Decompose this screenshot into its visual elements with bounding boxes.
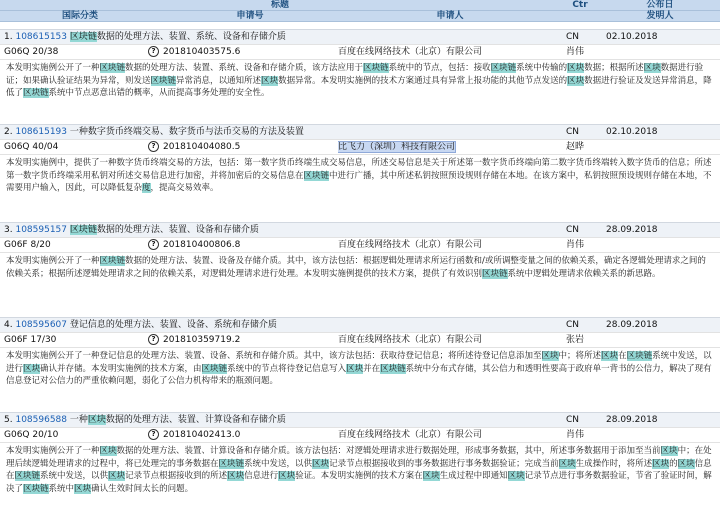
keyword-highlight: 区块	[278, 471, 296, 481]
text-segment: 数据的处理方法、装置、计算设备和存储介质。该方法包括：对逻辑处理请求进行数据处理，形成事务数据，其中，所述事务数据用于添加至当前	[116, 446, 661, 456]
text-segment: 中；在处理后续逻辑处理请求的过程中，将已处理完的事务数据在	[6, 446, 712, 469]
ipc-classification: G06Q 20/38	[4, 47, 59, 57]
record-index: 3.	[4, 225, 13, 235]
record-title	[4, 318, 556, 332]
text-segment: 一种	[69, 415, 88, 425]
text-segment: 本发明实施例公开了一种	[6, 446, 100, 456]
record-meta-row	[0, 237, 720, 252]
keyword-highlight: 区块	[601, 351, 619, 361]
text-segment: 系统中发送，以供	[40, 471, 109, 481]
application-number: 201810359719.2	[163, 335, 241, 345]
text-segment: 确认并存储。本发明实施例的技术方案，由	[40, 363, 202, 374]
ipc-classification: G06Q 20/10	[4, 430, 59, 440]
applicant	[338, 238, 560, 252]
publication-number-link[interactable]: 108615153	[15, 32, 68, 42]
help-question-icon[interactable]: ?	[148, 46, 159, 57]
keyword-highlight: 区块链	[23, 88, 49, 98]
keyword-highlight: 区块	[541, 351, 559, 361]
help-question-icon[interactable]: ?	[148, 239, 159, 250]
column-header-inventor[interactable]: 发明人	[646, 11, 674, 21]
application-number-cell	[148, 140, 336, 154]
keyword-highlight: 区块	[652, 458, 670, 469]
applicant	[338, 428, 560, 442]
publication-date: 28.09.2018	[606, 415, 658, 425]
text-segment: 系统中传输的	[516, 63, 568, 73]
keyword-highlight: 区块链	[482, 268, 508, 279]
record-title-row	[0, 412, 720, 427]
record-title	[4, 125, 556, 139]
publication-date: 02.10.2018	[606, 127, 658, 137]
record-title-row	[0, 29, 720, 44]
text-segment: 记录节点根据接收到的事务数据进行事务数据验证；完成当前	[329, 458, 559, 469]
text-segment: 本发明实施例公开了一种	[6, 256, 100, 266]
text-segment: 记录节点进行事务数据验证，节省了验证时间，解决了	[6, 471, 712, 494]
record-abstract	[0, 442, 720, 519]
text-segment: 数据的处理方法、装置、设备和存储介质	[96, 225, 259, 235]
country-code: CN	[566, 225, 580, 235]
keyword-highlight: 区块链	[490, 63, 517, 73]
text-segment: 数据进行验证；如果确认验证结果为异常，则发送	[6, 63, 704, 86]
record-meta-row	[0, 427, 720, 442]
keyword-highlight: 区块链	[150, 75, 177, 86]
column-header-title[interactable]: 标题	[270, 0, 289, 10]
text-segment: 数据的处理方法、装置、计算设备和存储介质	[105, 415, 286, 425]
text-segment: 记录节点根据接收到的所述	[125, 471, 228, 481]
keyword-highlight: 区块链	[303, 170, 330, 181]
applicant	[338, 45, 560, 59]
text-segment: 本发明实施例中，提供了一种数字货币终端交易的方法，包括：第一数字货币终端生成交易信息，所述交易信息是关于所述第一数字货币终端向第二数字货币终端转入数字货币的信息；所述第一数字货币终端采用私钥对所述交易信息进行加密，并将加密后的交易信息在	[6, 158, 712, 181]
text-segment: 系统中	[48, 483, 75, 494]
text-segment: 生成操作时，将所述	[575, 458, 653, 469]
country-code: CN	[566, 127, 580, 137]
column-header-ctr[interactable]: Ctr	[572, 0, 588, 10]
country-code: CN	[566, 320, 580, 330]
keyword-highlight: 区块	[567, 75, 585, 86]
record-index: 4.	[4, 320, 13, 330]
text-segment: 数据进行验证及发送异常消息，降低了	[6, 75, 712, 98]
keyword-highlight: 区块	[660, 446, 678, 456]
record-title	[4, 30, 556, 44]
column-header-app-no[interactable]: 申请号	[236, 11, 264, 21]
keyword-highlight: 区块链	[99, 63, 126, 73]
applicant-name: 百度在线网络技术（北京）有限公司	[338, 47, 483, 57]
country-code: CN	[566, 32, 580, 42]
application-number-cell	[148, 45, 336, 59]
keyword-highlight: 区块链	[380, 363, 406, 374]
country-code: CN	[566, 415, 580, 425]
column-header-pub-date[interactable]: 公布日	[646, 0, 674, 10]
keyword-highlight: 度	[142, 183, 151, 193]
keyword-highlight: 区块	[346, 363, 364, 374]
text-segment: 本发明实施例公开了一种	[6, 63, 100, 73]
record-meta-row	[0, 332, 720, 347]
record-index: 5.	[4, 415, 13, 425]
text-segment: 在	[618, 351, 627, 361]
publication-date: 02.10.2018	[606, 32, 658, 42]
keyword-highlight: 区块链	[363, 63, 389, 73]
text-segment: 系统中逻辑处理请求依赖关系的新思路。	[507, 268, 661, 279]
help-question-icon[interactable]: ?	[148, 429, 159, 440]
text-segment: 登记信息的处理方法、装置、设备、系统和存储介质	[69, 320, 277, 330]
header-row-2	[0, 11, 720, 22]
record-title-row	[0, 124, 720, 139]
application-number-cell	[148, 428, 336, 442]
publication-date: 28.09.2018	[606, 320, 658, 330]
keyword-highlight: 区块	[227, 471, 245, 481]
keyword-highlight: 区块链	[69, 32, 97, 42]
keyword-highlight: 区块	[23, 363, 41, 374]
keyword-highlight: 区块	[312, 458, 330, 469]
text-segment: 验证。本发明实施例的技术方案在	[295, 471, 423, 481]
text-segment: 数据的处理方法、装置、系统、设备和存储介质，该方法应用于	[125, 63, 364, 73]
applicant	[338, 140, 560, 154]
application-number: 201810402413.0	[163, 430, 241, 440]
text-segment: 系统中分布式存储，其公信力和透明性要高于政府单一背书的公信力，解决了现有信息登记对公信力的严重依赖问题，弱化了公信力机构带来的瓶颈问题。	[6, 363, 712, 386]
applicant-name: 百度在线网络技术（北京）有限公司	[338, 335, 483, 345]
publication-number-link[interactable]: 108595607	[15, 320, 68, 330]
publication-number-link[interactable]: 108595157	[15, 225, 68, 235]
text-segment: 异常消息，以通知所述	[176, 75, 262, 86]
text-segment: 本发明实施例公开了一种登记信息的处理方法、装置、设备、系统和存储介质。其中，该方法包括：获取待登记信息；将所述待登记信息添加至	[6, 351, 542, 361]
text-segment: 中进行广播，其中所述私钥按照预设规则存储在本地。在该方案中，私钥按照预设规则存储在本地，不需要用户输入，因此，可以降低复杂	[6, 170, 712, 193]
applicant-name: 百度在线网络技术（北京）有限公司	[338, 430, 483, 440]
publication-number-link[interactable]: 108615193	[15, 127, 68, 137]
publication-number-link[interactable]: 108596588	[15, 415, 68, 425]
record-abstract	[0, 59, 720, 99]
application-number-cell	[148, 238, 336, 252]
keyword-highlight: 区块链	[626, 351, 653, 361]
text-segment: 数据的处理方法、装置、设备及存储介质。其中，该方法包括：根据逻辑处理请求所运行函数和/或所调整变量之间的依赖关系，确定各逻辑处理请求之间的依赖关系；根据所述逻辑处理请求之间的依赖关系，对逻辑处理请求进行处理。本发明实施例提供的技术方案，提供了有效识别	[6, 256, 706, 279]
text-segment: 系统中的节点将待登记信息写入	[227, 363, 347, 374]
text-segment: 数据异常。本发明实施例的技术方案通过具有异常上报功能的其他节点发送的	[278, 75, 568, 86]
record-title	[4, 223, 556, 237]
keyword-highlight: 区块	[74, 483, 92, 494]
column-header-applicant[interactable]: 申请人	[436, 11, 464, 21]
text-segment: 系统中发送，以供	[244, 458, 313, 469]
keyword-highlight: 区块	[99, 446, 117, 456]
record-abstract	[0, 252, 720, 305]
text-segment: 的	[669, 458, 678, 469]
text-segment: 一种数字货币终端交易、数字货币与法币交易的方法及装置	[69, 127, 304, 137]
record-title-row	[0, 222, 720, 237]
application-number-cell	[148, 333, 336, 347]
keyword-highlight: 区块	[558, 458, 576, 469]
record-meta-row	[0, 139, 720, 154]
text-segment: 信息进行	[244, 471, 279, 481]
inventor: 肖伟	[566, 430, 585, 440]
text-segment: 数据；根据所述	[584, 63, 644, 73]
keyword-highlight: 区块	[643, 63, 661, 73]
text-segment: 确认生效时间太长的问题。	[91, 483, 194, 494]
ipc-classification: G06Q 40/04	[4, 142, 59, 152]
keyword-highlight: 区块链	[99, 256, 126, 266]
inventor: 张岩	[566, 335, 585, 345]
inventor: 肖伟	[566, 47, 585, 57]
text-segment: 系统中发送，以进行	[6, 351, 712, 374]
keyword-highlight: 区块	[422, 471, 440, 481]
record-abstract	[0, 154, 720, 207]
publication-date: 28.09.2018	[606, 225, 658, 235]
text-segment: 中；将所述	[558, 351, 602, 361]
ipc-classification: G06F 8/20	[4, 240, 51, 250]
application-number: 201810400806.8	[163, 240, 241, 250]
header-row-1	[0, 0, 720, 11]
ipc-classification: G06F 17/30	[4, 335, 57, 345]
text-segment: ，提高交易效率。	[150, 183, 219, 193]
keyword-highlight: 区块	[108, 471, 126, 481]
text-segment: 并在	[363, 363, 381, 374]
keyword-highlight: 区块链	[69, 225, 97, 235]
record-index: 1.	[4, 32, 13, 42]
keyword-highlight: 区块	[507, 471, 525, 481]
keyword-highlight: 区块链	[23, 483, 49, 494]
keyword-highlight: 区块链	[14, 471, 41, 481]
keyword-highlight: 区块	[261, 75, 279, 86]
text-segment: 系统中节点恶意出错的概率，从而提高事务处理的安全性。	[48, 88, 270, 98]
inventor: 赵晔	[566, 142, 585, 152]
help-question-icon[interactable]: ?	[148, 141, 159, 152]
text-segment: 信息在	[6, 458, 712, 481]
inventor: 肖伟	[566, 240, 585, 250]
keyword-highlight: 区块	[87, 415, 106, 425]
help-question-icon[interactable]: ?	[148, 334, 159, 345]
keyword-highlight: 区块链	[201, 363, 228, 374]
applicant-name: 百度在线网络技术（北京）有限公司	[338, 240, 483, 250]
record-abstract	[0, 347, 720, 400]
text-segment: 系统中的节点，包括：接收	[388, 63, 491, 73]
record-title-row	[0, 317, 720, 332]
text-segment: 生成过程中即通知	[439, 471, 508, 481]
keyword-highlight: 区块	[567, 63, 585, 73]
applicant-name: 比飞力（深圳）科技有限公司	[338, 142, 456, 152]
record-title	[4, 413, 556, 427]
application-number: 201810403575.6	[163, 47, 241, 57]
keyword-highlight: 区块链	[218, 458, 245, 469]
record-meta-row	[0, 44, 720, 59]
keyword-highlight: 区块	[677, 458, 695, 469]
application-number: 201810404080.5	[163, 142, 241, 152]
text-segment: 数据的处理方法、装置、系统、设备和存储介质	[96, 32, 286, 42]
column-header-ipc[interactable]: 国际分类	[61, 11, 98, 21]
applicant	[338, 333, 560, 347]
record-index: 2.	[4, 127, 13, 137]
